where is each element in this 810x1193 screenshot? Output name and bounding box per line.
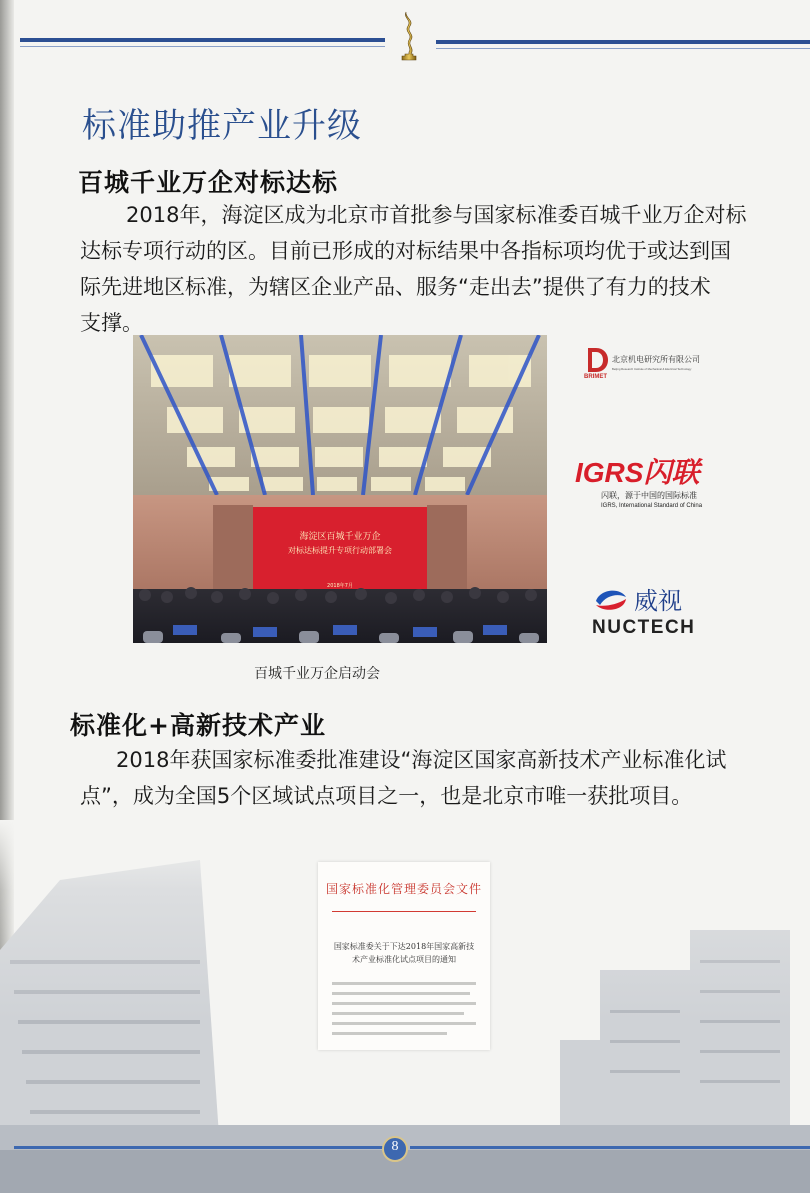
header-thin-rule-left xyxy=(20,46,385,47)
brimet-logo xyxy=(582,345,732,379)
header-rule-left xyxy=(20,38,385,42)
brimet-mark: BRIMET xyxy=(584,374,607,379)
nuctech-logo xyxy=(590,583,720,639)
paragraph-line: 支撑。 xyxy=(80,311,143,335)
photo-banner-line3: 2018年7月 xyxy=(327,583,353,589)
nuctech-chinese-name: 威视 xyxy=(634,587,682,615)
igrs-logo xyxy=(575,454,735,514)
photo-caption: 百城千业万企启动会 xyxy=(254,666,380,682)
document-red-rule xyxy=(332,911,476,912)
official-document-image xyxy=(318,862,490,1050)
header-rule-right xyxy=(436,40,810,44)
subheading-standardization: 标准化+高新技术产业 xyxy=(70,711,326,740)
paragraph-line: 际先进地区标准，为辖区企业产品、服务“走出去”提供了有力的技术 xyxy=(80,275,711,299)
paragraph-line: 点”，成为全国5个区域试点项目之一，也是北京市唯一获批项目。 xyxy=(80,784,693,808)
photo-banner-line1: 海淀区百城千业万企 xyxy=(299,532,381,542)
footer-rule-left xyxy=(14,1146,386,1149)
igrs-tagline-english: IGRS, International Standard of China xyxy=(601,503,703,509)
conference-photo xyxy=(133,335,547,643)
igrs-name: IGRS闪联 xyxy=(575,457,700,488)
brimet-name: 北京机电研究所有限公司 xyxy=(612,355,700,364)
paragraph-benchmarking xyxy=(80,197,770,341)
document-header: 国家标准化管理委员会文件 xyxy=(325,882,482,896)
igrs-tagline: 闪联，源于中国的国际标准 xyxy=(601,491,697,500)
brimet-english-name: Beijing Research Institute of Mechanical & Electrical Technology xyxy=(612,367,692,371)
paragraph-standardization xyxy=(80,742,770,814)
subheading-benchmarking: 百城千业万企对标达标 xyxy=(78,168,339,197)
paragraph-line: 2018年获国家标准委批准建设“海淀区国家高新技术产业标准化试 xyxy=(116,748,727,772)
trophy-emblem-icon xyxy=(394,10,424,62)
paragraph-line: 达标专项行动的区。目前已形成的对标结果中各指标项均优于或达到国 xyxy=(80,239,731,263)
header-thin-rule-right xyxy=(436,48,810,49)
section-title: 标准助推产业升级 xyxy=(82,106,362,146)
paragraph-line: 2018年，海淀区成为北京市首批参与国家标准委百城千业万企对标 xyxy=(126,203,747,227)
document-title: 国家标准委关于下达2018年国家高新技术产业标准化试点项目的通知 xyxy=(333,942,475,964)
nuctech-english-name: NUCTECH xyxy=(592,617,696,638)
document-body-lines xyxy=(332,982,476,1042)
footer-rule-right xyxy=(410,1146,810,1149)
photo-banner-line2: 对标达标提升专项行动部署会 xyxy=(288,546,392,555)
page-number: 8 xyxy=(391,1139,399,1154)
